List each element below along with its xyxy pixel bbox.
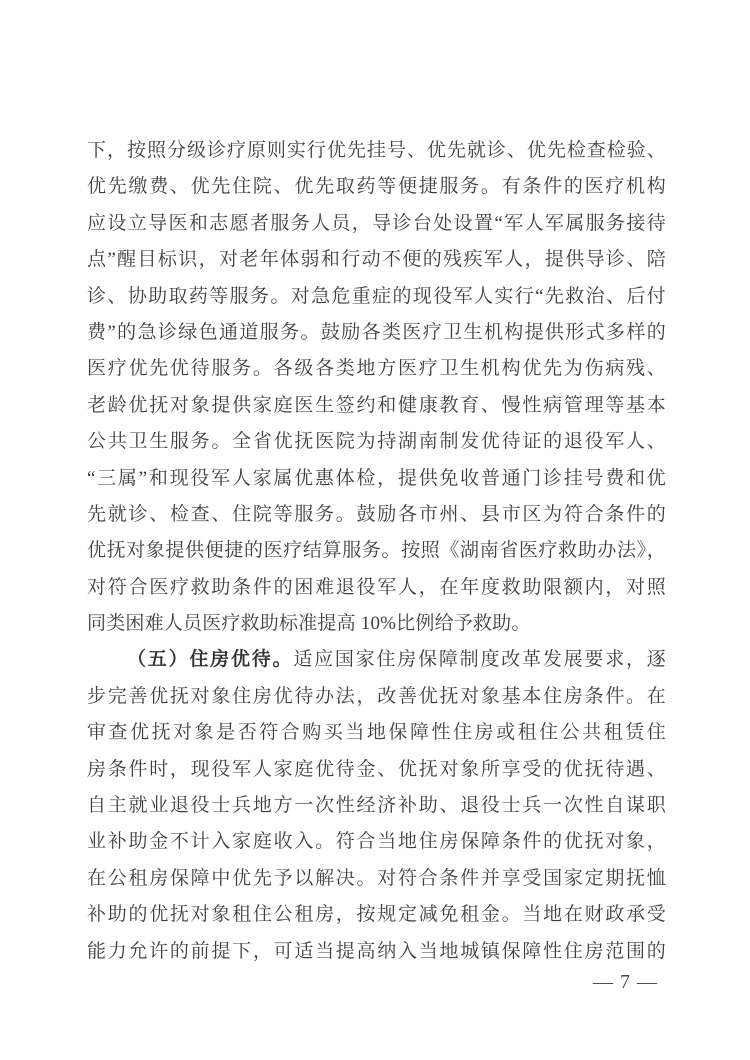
line-text: 点”醒目标识，对老年体弱和行动不便的残疾军人，提供导诊、陪: [87, 249, 666, 271]
line-text: 在公租房保障中优先予以解决。对符合条件并享受国家定期抚恤: [87, 867, 666, 889]
text-line: [87, 715, 666, 751]
text-line: [87, 642, 666, 678]
line-text: 审查优抚对象是否符合购买当地保障性住房或租住公共租赁住: [87, 722, 666, 744]
line-text: 先就诊、检查、住院等服务。鼓励各市州、县市区为符合条件的: [87, 503, 666, 525]
line-text: 老龄优抚对象提供家庭医生签约和健康教育、慢性病管理等基本: [87, 394, 666, 416]
line-text: 同类困难人员医疗救助标准提高 10%比例给予救助。: [87, 613, 531, 635]
text-line: [87, 351, 666, 387]
line-text: “三属”和现役军人家属优惠体检，提供免收普通门诊挂号费和优: [87, 467, 666, 489]
text-line: [87, 934, 666, 970]
text-line: [87, 206, 666, 242]
line-text: 下，按照分级诊疗原则实行优先挂号、优先就诊、优先检查检验、: [87, 140, 666, 161]
text-line: [87, 169, 666, 205]
section-heading: （五）住房优待。: [127, 649, 294, 671]
body-text: [87, 133, 666, 970]
text-line: [87, 388, 666, 424]
line-text: 业补助金不计入家庭收入。符合当地住房保障条件的优抚对象，: [87, 831, 666, 853]
line-text: 公共卫生服务。全省优抚医院为持湖南制发优待证的退役军人、: [87, 431, 666, 453]
text-line: [87, 497, 666, 533]
page-number: — 7 —: [593, 971, 658, 993]
line-text: 费”的急诊绿色通道服务。鼓励各类医疗卫生机构提供形式多样的: [87, 321, 666, 343]
text-line: [87, 679, 666, 715]
text-line: [87, 315, 666, 351]
text-line: [87, 533, 666, 569]
text-line: [87, 461, 666, 497]
text-line: [87, 861, 666, 897]
line-text: 应设立导医和志愿者服务人员，导诊台处设置“军人军属服务接待: [87, 212, 666, 234]
line-text: 能力允许的前提下，可适当提高纳入当地城镇保障性住房范围的: [87, 940, 666, 962]
text-line: [87, 897, 666, 933]
line-text: 优抚对象提供便捷的医疗结算服务。按照《湖南省医疗救助办法》，: [87, 540, 666, 562]
line-text: 房条件时，现役军人家庭优待金、优抚对象所享受的优抚待遇、: [87, 758, 666, 780]
text-line: [87, 133, 666, 169]
text-line: [87, 788, 666, 824]
line-text: 适应国家住房保障制度改革发展要求，逐: [293, 649, 666, 671]
text-line: [87, 424, 666, 460]
line-text: 优先缴费、优先住院、优先取药等便捷服务。有条件的医疗机构: [87, 176, 666, 198]
line-text: 步完善优抚对象住房优待办法，改善优抚对象基本住房条件。在: [87, 685, 666, 707]
text-line: [87, 279, 666, 315]
text-line: [87, 570, 666, 606]
text-line: [87, 606, 666, 642]
text-line: [87, 752, 666, 788]
line-text: 自主就业退役士兵地方一次性经济补助、退役士兵一次性自谋职: [87, 795, 666, 817]
line-text: 医疗优先优待服务。各级各类地方医疗卫生机构优先为伤病残、: [87, 358, 666, 380]
line-text: 补助的优抚对象租住公租房，按规定减免租金。当地在财政承受: [87, 904, 666, 926]
text-line: [87, 242, 666, 278]
text-line: [87, 824, 666, 860]
line-text: 对符合医疗救助条件的困难退役军人，在年度救助限额内，对照: [87, 576, 666, 598]
line-text: 诊、协助取药等服务。对急危重症的现役军人实行“先救治、后付: [87, 285, 666, 307]
